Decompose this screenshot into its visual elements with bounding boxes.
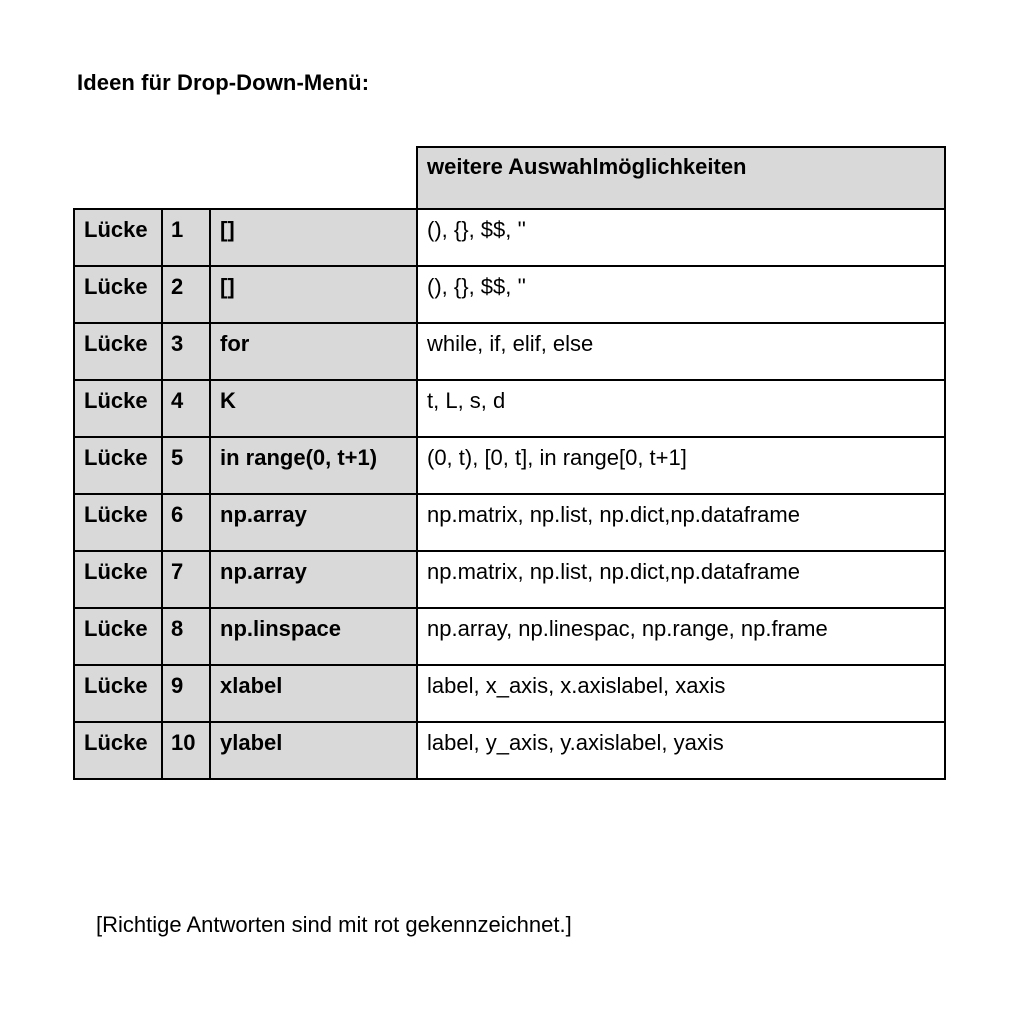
row-correct-answer: np.linspace [210,608,417,665]
table-row [74,437,945,494]
row-number: 5 [162,437,210,494]
row-alternatives: (), {}, $$, '' [417,266,945,323]
row-number: 3 [162,323,210,380]
dropdown-options-table [73,146,946,780]
row-alternatives: np.matrix, np.list, np.dict,np.dataframe [417,494,945,551]
table-row [74,266,945,323]
row-label: Lücke [74,665,162,722]
row-label: Lücke [74,494,162,551]
row-number: 7 [162,551,210,608]
row-alternatives: while, if, elif, else [417,323,945,380]
row-alternatives: (0, t), [0, t], in range[0, t+1] [417,437,945,494]
table-row [74,380,945,437]
row-number: 8 [162,608,210,665]
row-label: Lücke [74,209,162,266]
row-correct-answer: np.array [210,494,417,551]
row-number: 6 [162,494,210,551]
row-correct-answer: np.array [210,551,417,608]
row-label: Lücke [74,437,162,494]
row-label: Lücke [74,608,162,665]
row-label: Lücke [74,266,162,323]
table-row [74,551,945,608]
table-row [74,608,945,665]
row-correct-answer: for [210,323,417,380]
row-label: Lücke [74,722,162,779]
row-alternatives: (), {}, $$, '' [417,209,945,266]
row-alternatives: np.array, np.linespac, np.range, np.frame [417,608,945,665]
table-header-blank [74,147,417,209]
row-number: 4 [162,380,210,437]
footnote: [Richtige Antworten sind mit rot gekennzeichnet.] [96,912,572,937]
page-heading: Ideen für Drop-Down-Menü: [77,70,370,95]
table-row [74,665,945,722]
row-label: Lücke [74,551,162,608]
table-row [74,494,945,551]
row-alternatives: label, x_axis, x.axislabel, xaxis [417,665,945,722]
row-number: 1 [162,209,210,266]
row-correct-answer: in range(0, t+1) [210,437,417,494]
row-number: 2 [162,266,210,323]
row-correct-answer: ylabel [210,722,417,779]
table-row [74,722,945,779]
row-alternatives: np.matrix, np.list, np.dict,np.dataframe [417,551,945,608]
row-label: Lücke [74,380,162,437]
table-header-row [74,147,945,209]
row-number: 10 [162,722,210,779]
table-row [74,209,945,266]
row-correct-answer: [] [210,266,417,323]
row-correct-answer: xlabel [210,665,417,722]
row-correct-answer: K [210,380,417,437]
row-correct-answer: [] [210,209,417,266]
row-number: 9 [162,665,210,722]
row-label: Lücke [74,323,162,380]
row-alternatives: label, y_axis, y.axislabel, yaxis [417,722,945,779]
table-header-alternatives: weitere Auswahlmöglichkeiten [417,147,945,209]
table-row [74,323,945,380]
row-alternatives: t, L, s, d [417,380,945,437]
